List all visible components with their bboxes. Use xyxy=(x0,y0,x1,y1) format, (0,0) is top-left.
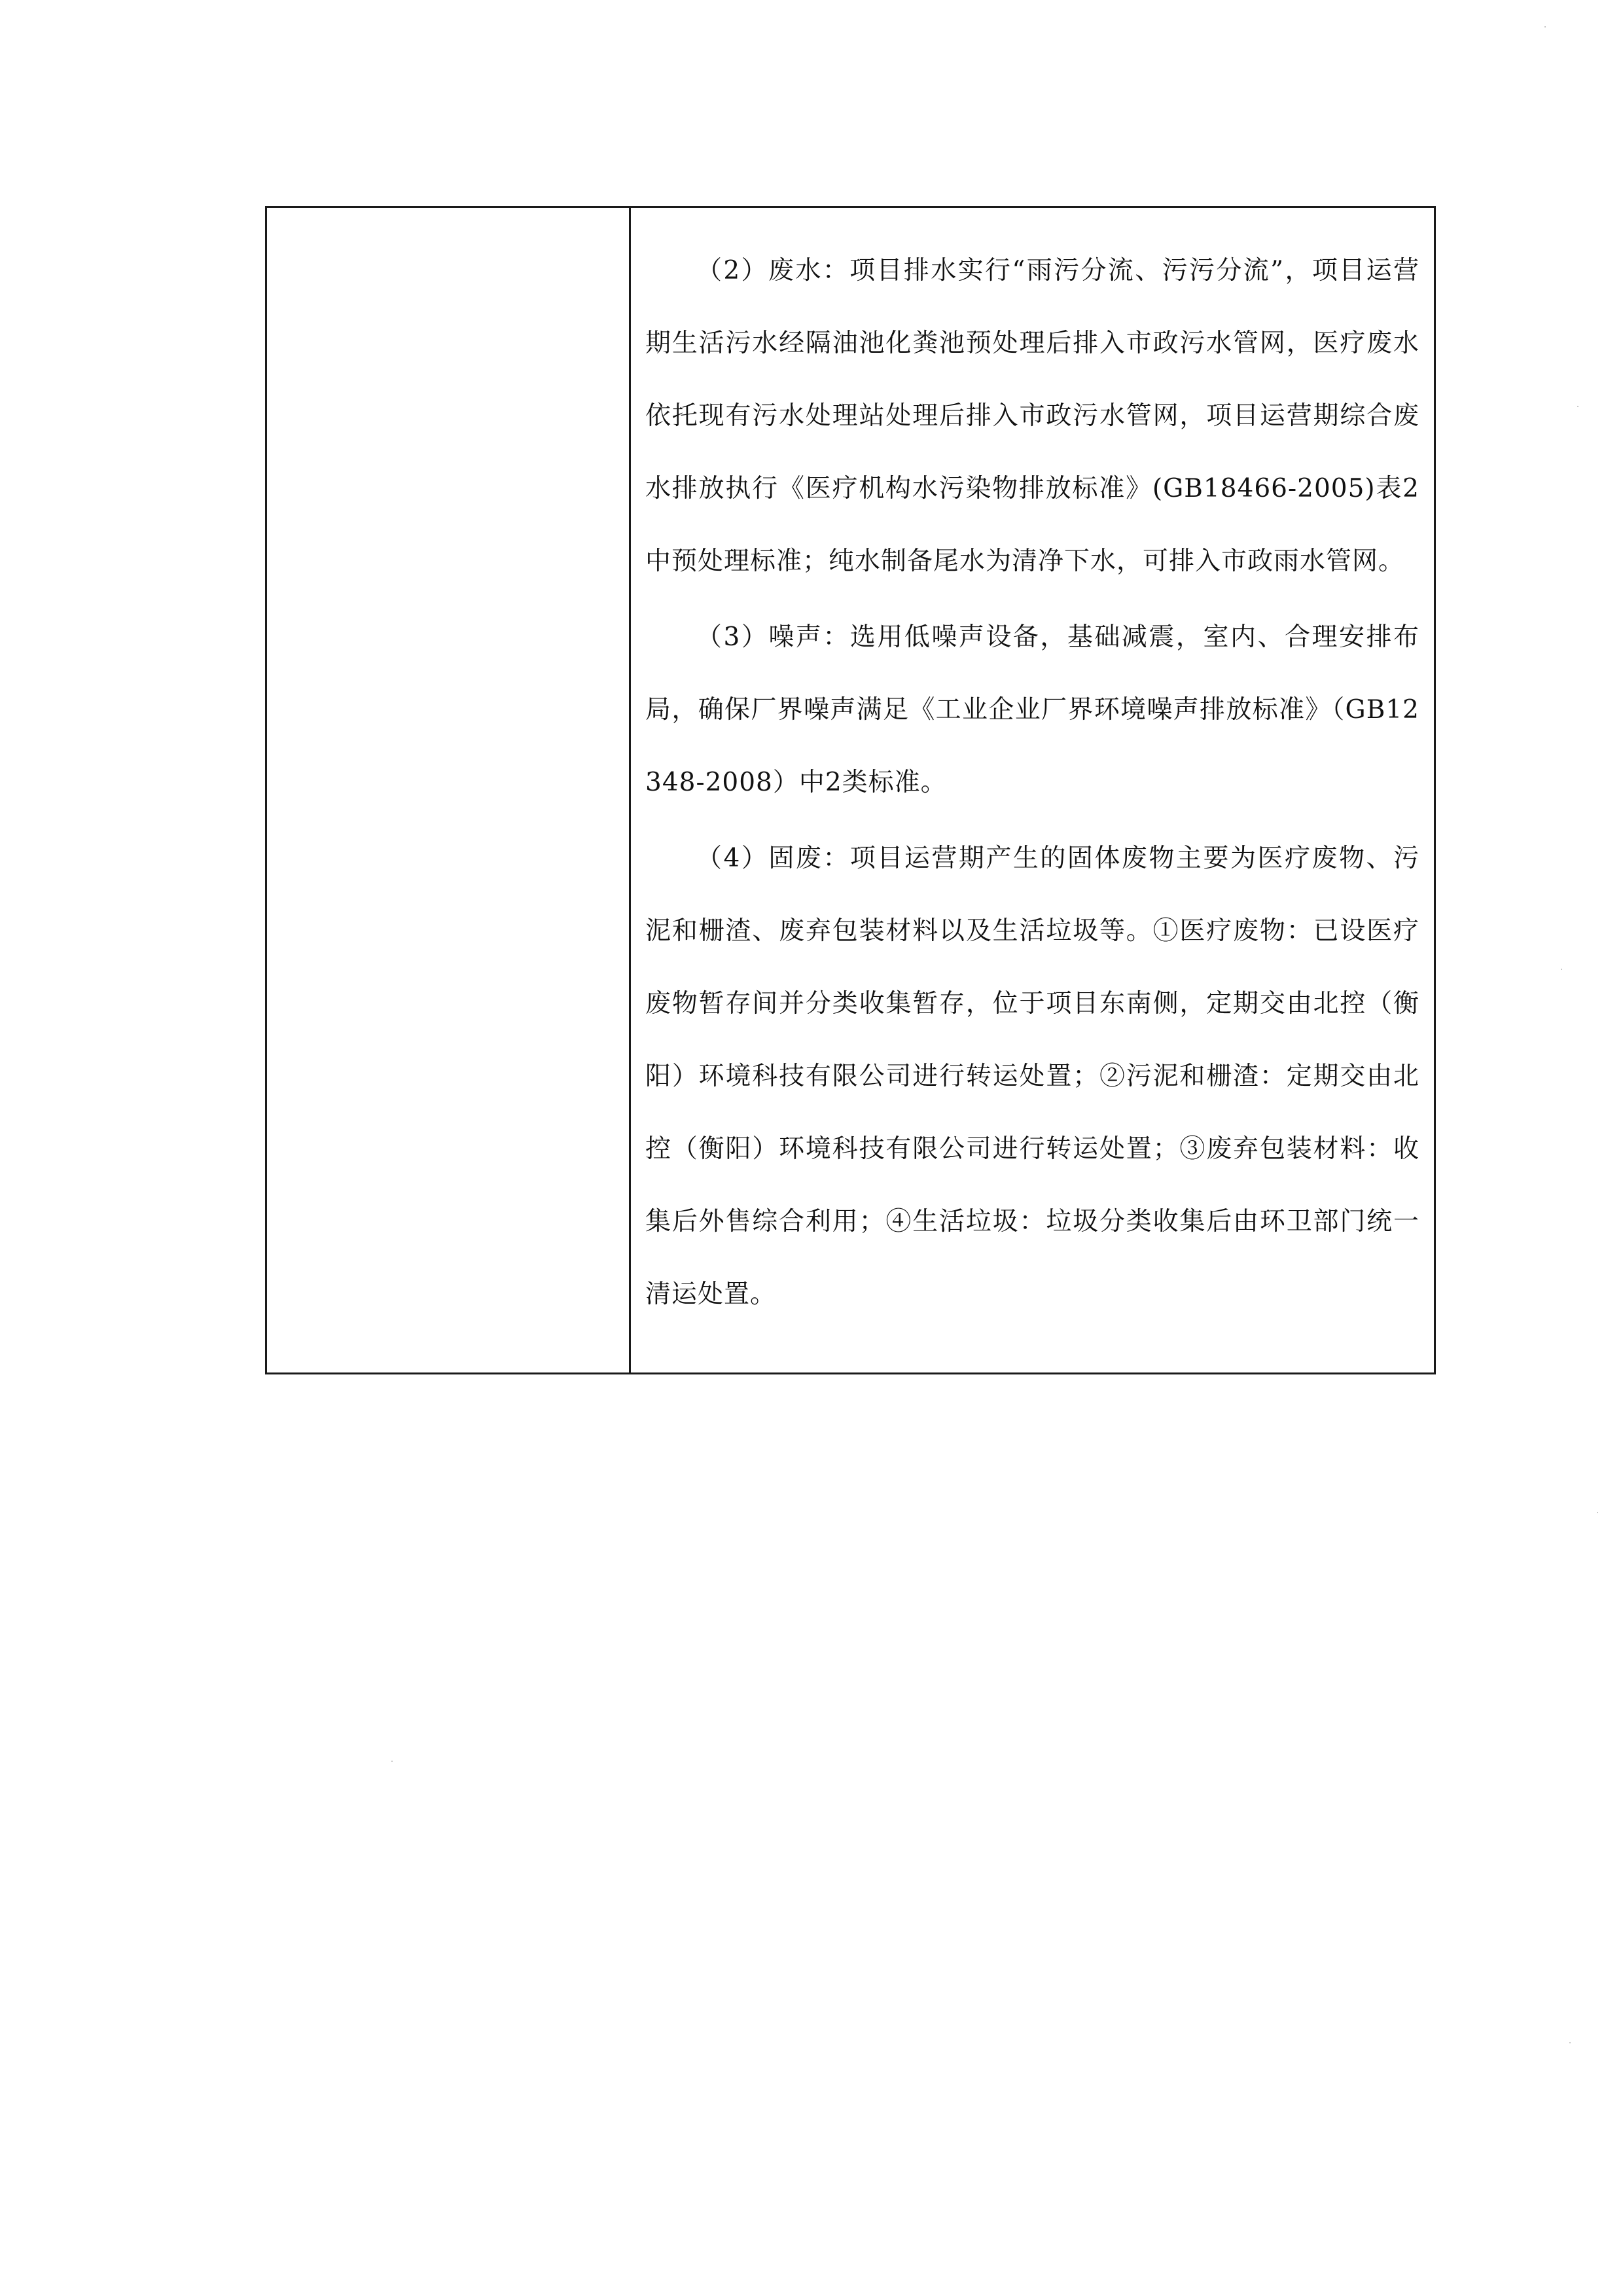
scan-speck xyxy=(1597,1512,1598,1513)
measures-table xyxy=(265,206,1436,1374)
paragraph-wastewater: （2）废水：项目排水实行“雨污分流、污污分流”，项目运营期生活污水经隔油池化粪池预处理后排入市政污水管网，医疗废水依托现有污水处理站处理后排入市政污水管网，项目运营期综合废水排放执行《医疗机构水污染物排放标准》(GB18466-2005)表2中预处理标准；纯水制备尾水为清净下水，可排入市政雨水管网。 xyxy=(645,256,1419,576)
scan-speck xyxy=(1577,406,1578,407)
table-cell-left xyxy=(266,207,630,1374)
cell-body xyxy=(631,208,1434,1331)
scan-speck xyxy=(1569,2042,1571,2043)
table-row xyxy=(266,207,1435,1374)
scan-speck xyxy=(391,1761,393,1762)
scan-speck xyxy=(1544,26,1546,27)
paragraph-solid-waste: （4）固废：项目运营期产生的固体废物主要为医疗废物、污泥和栅渣、废弃包装材料以及生活垃圾等。①医疗废物：已设医疗废物暂存间并分类收集暂存，位于项目东南侧，定期交由北控（衡阳）环境科技有限公司进行转运处置；②污泥和栅渣：定期交由北控（衡阳）环境科技有限公司进行转运处置；③废弃包装材料：收集后外售综合利用；④生活垃圾：垃圾分类收集后由环卫部门统一清运处置。 xyxy=(645,844,1419,1309)
table-cell-right xyxy=(630,207,1435,1374)
paragraph-noise: （3）噪声：选用低噪声设备，基础减震，室内、合理安排布局，确保厂界噪声满足《工业企业厂界环境噪声排放标准》（GB12348-2008）中2类标准。 xyxy=(645,622,1419,797)
scan-speck xyxy=(1561,969,1562,970)
